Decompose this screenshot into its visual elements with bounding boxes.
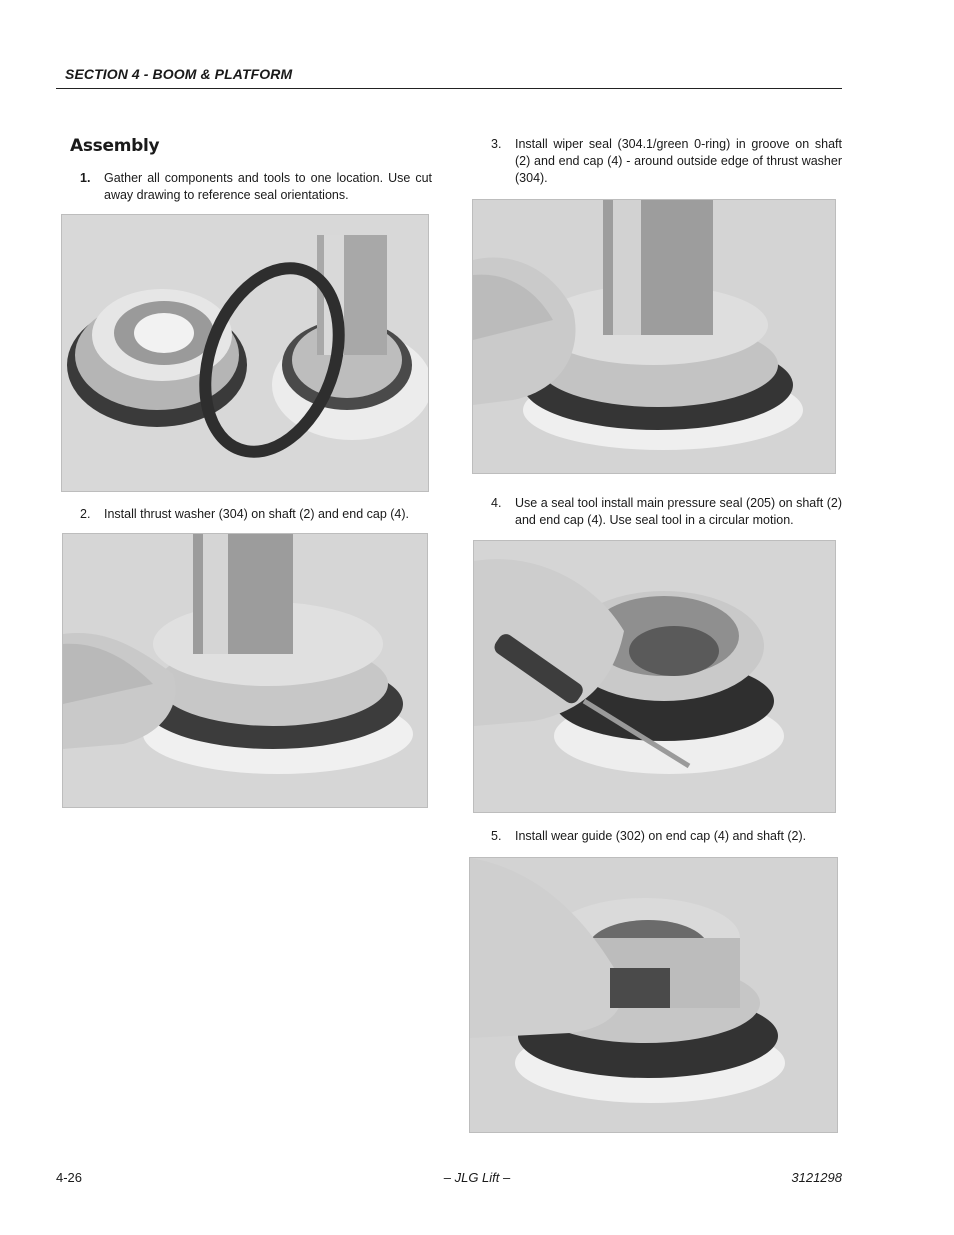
- photo-seal-tool: [473, 540, 836, 813]
- step-5-number: 5.: [491, 829, 502, 843]
- step-2-text: Install thrust washer (304) on shaft (2) and end cap (4).: [104, 507, 410, 521]
- step-4-text: Use a seal tool install main pressure seal (205) on shaft (2) and end cap (4). Use seal tool in a circular motion.: [515, 496, 842, 527]
- step-5-text: Install wear guide (302) on end cap (4) and shaft (2).: [515, 829, 807, 843]
- step-5: [491, 828, 842, 845]
- step-4: [491, 495, 842, 529]
- step-3-text: Install wiper seal (304.1/green 0-ring) in groove on shaft (2) and end cap (4) - around outside edge of thrust washer (304).: [515, 137, 842, 185]
- step-2: [80, 506, 440, 523]
- section-title: SECTION 4 - BOOM & PLATFORM: [65, 66, 293, 82]
- step-3-number: 3.: [491, 137, 502, 151]
- step-4-number: 4.: [491, 496, 502, 510]
- page-number: 4-26: [56, 1170, 83, 1185]
- step-1-number: 1.: [80, 171, 91, 185]
- step-1-text: Gather all components and tools to one location. Use cut away drawing to reference seal orientations.: [104, 171, 432, 202]
- step-1: [80, 170, 432, 204]
- footer-center-text: – JLG Lift –: [443, 1170, 511, 1185]
- assembly-heading: Assembly: [70, 136, 160, 156]
- page-header: [56, 66, 842, 89]
- step-3: [491, 136, 842, 187]
- photo-thrust-washer: [62, 533, 428, 808]
- step-2-number: 2.: [80, 507, 91, 521]
- document-number: 3121298: [791, 1170, 842, 1185]
- photo-components: [61, 214, 429, 492]
- photo-wear-guide: [469, 857, 838, 1133]
- photo-wiper-seal: [472, 199, 836, 474]
